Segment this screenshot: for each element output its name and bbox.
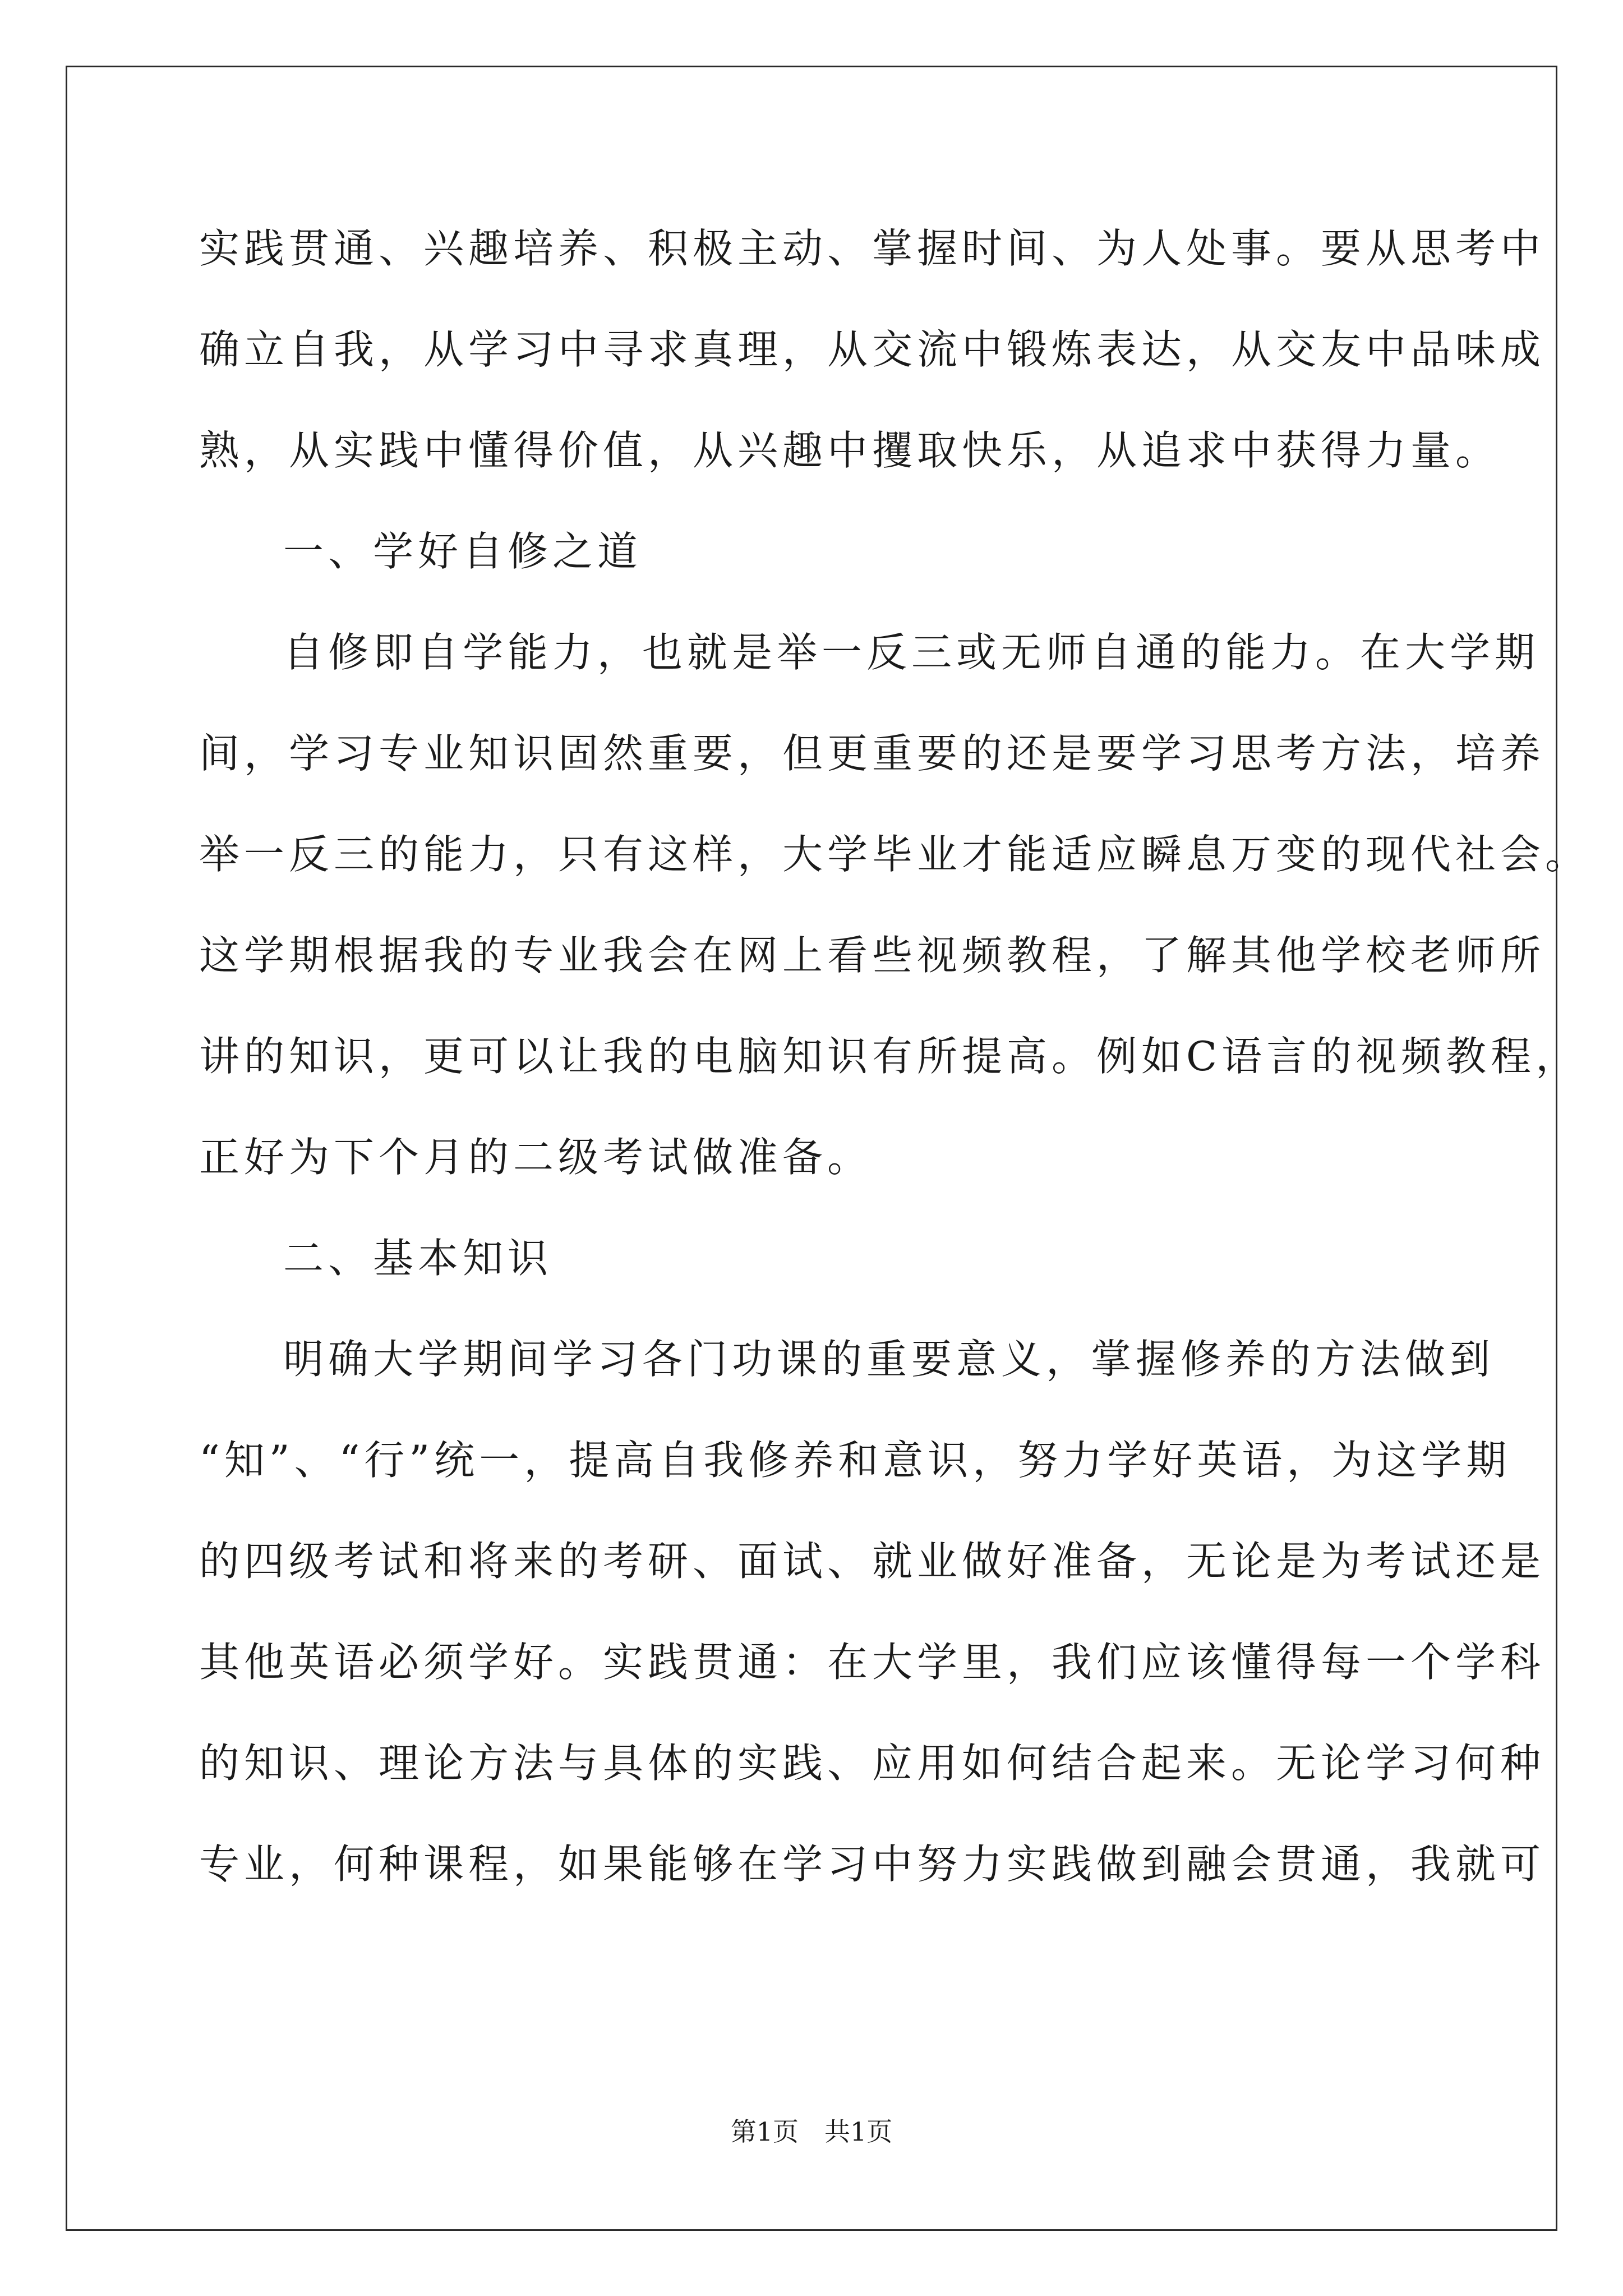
text-line: 举一反三的能力，只有这样，大学毕业才能适应瞬息万变的现代社会。 [199, 831, 1590, 878]
text-line: 自修即自学能力，也就是举一反三或无师自通的能力。在大学期 [283, 629, 1540, 676]
text-line: 实践贯通、兴趣培养、积极主动、掌握时间、为人处事。要从思考中 [199, 225, 1546, 272]
text-line: 间，学习专业知识固然重要，但更重要的还是要学习思考方法，培养 [199, 730, 1546, 777]
page-footer: 第1页 共1页 [730, 2116, 893, 2147]
text-line: 讲的知识，更可以让我的电脑知识有所提高。例如C语言的视频教程， [199, 1033, 1581, 1080]
text-line: 专业，何种课程，如果能够在学习中努力实践做到融会贯通，我就可 [199, 1841, 1546, 1888]
text-line: “知”、“行”统一，提高自我修养和意识，努力学好英语，为这学期 [199, 1437, 1511, 1484]
text-line: 熟，从实践中懂得价值，从兴趣中攫取快乐，从追求中获得力量。 [199, 427, 1501, 474]
text-line: 的知识、理论方法与具体的实践、应用如何结合起来。无论学习何种 [199, 1740, 1546, 1787]
section-heading: 一、学好自修之道 [283, 528, 643, 575]
text-line: 正好为下个月的二级考试做准备。 [199, 1134, 873, 1181]
text-line: 其他英语必须学好。实践贯通：在大学里，我们应该懂得每一个学科 [199, 1639, 1546, 1686]
text-line: 这学期根据我的专业我会在网上看些视频教程，了解其他学校老师所 [199, 932, 1546, 979]
section-heading: 二、基本知识 [283, 1235, 553, 1282]
text-line: 的四级考试和将来的考研、面试、就业做好准备，无论是为考试还是 [199, 1538, 1546, 1585]
text-line: 明确大学期间学习各门功课的重要意义，掌握修养的方法做到 [283, 1336, 1495, 1383]
text-line: 确立自我，从学习中寻求真理，从交流中锻炼表达，从交友中品味成 [199, 326, 1546, 373]
